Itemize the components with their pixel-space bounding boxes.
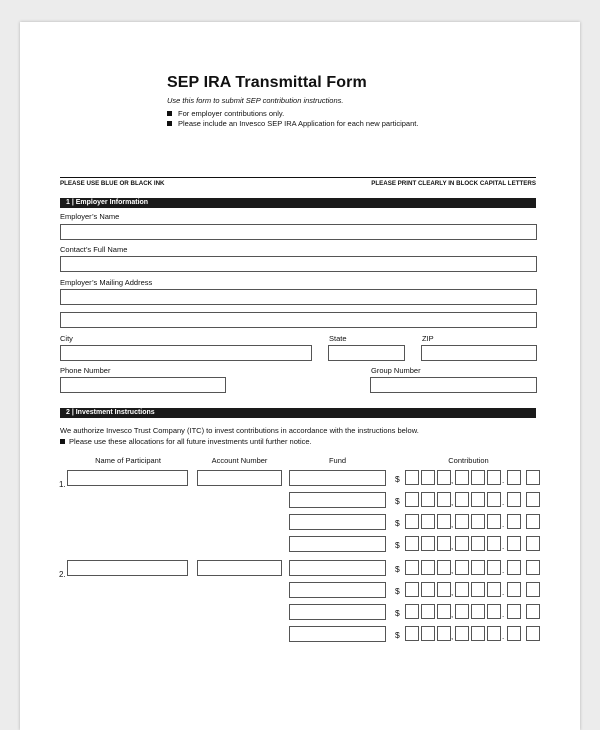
fund-field[interactable] [289,470,386,486]
contribution-digit-box[interactable] [421,604,435,619]
contribution-digit-box[interactable] [437,470,454,485]
decimal-point: . [502,542,505,551]
zip-field[interactable] [421,345,537,361]
contribution-digit-box[interactable] [421,514,435,529]
bullet-square-icon [167,111,172,116]
thousands-comma: , [451,632,454,641]
dollar-sign: $ [395,608,400,618]
zip-label: ZIP [422,334,434,343]
contribution-digit-box[interactable] [455,604,469,619]
contribution-digit-box[interactable] [455,514,469,529]
dollar-sign: $ [395,474,400,484]
contribution-digit-box[interactable] [471,514,485,529]
contribution-digit-box[interactable] [471,626,485,641]
contribution-digit-box[interactable] [455,560,469,575]
contribution-digit-box[interactable] [507,514,521,529]
bullet-square-icon [60,439,65,444]
contribution-digit-box[interactable] [405,536,419,551]
contribution-digit-box[interactable] [437,626,454,641]
fund-field[interactable] [289,582,386,598]
contribution-digit-box[interactable] [421,470,435,485]
bullet-square-icon [167,121,172,126]
contribution-digit-box[interactable] [471,470,485,485]
fund-field[interactable] [289,492,386,508]
thousands-comma: , [451,566,454,575]
contribution-digit-box[interactable] [471,560,485,575]
employer-name-label: Employer’s Name [60,212,120,221]
contribution-digit-box[interactable] [507,582,521,597]
contribution-digit-box[interactable] [487,536,501,551]
contribution-digit-box[interactable] [487,626,501,641]
fund-field[interactable] [289,626,386,642]
contribution-digit-box[interactable] [507,470,521,485]
city-field[interactable] [60,345,312,361]
bullet-text: For employer contributions only. [178,109,285,118]
contribution-digit-box[interactable] [526,536,540,551]
ink-note: PLEASE USE BLUE OR BLACK INK [60,180,165,187]
form-title: SEP IRA Transmittal Form [167,74,367,91]
contribution-digit-box[interactable] [487,492,501,507]
contribution-digit-box[interactable] [487,604,501,619]
decimal-point: . [502,498,505,507]
column-header-contribution: Contribution [448,456,489,465]
employer-name-field[interactable] [60,224,537,240]
contribution-digit-box[interactable] [455,470,469,485]
contribution-digit-box[interactable] [421,560,435,575]
contribution-digit-box[interactable] [487,582,501,597]
contribution-digit-box[interactable] [487,514,501,529]
bullet-include-application [167,119,418,128]
contribution-digit-box[interactable] [487,560,501,575]
contribution-digit-box[interactable] [526,470,540,485]
contribution-digit-box[interactable] [471,536,485,551]
contribution-digit-box[interactable] [507,604,521,619]
contribution-digit-box[interactable] [507,626,521,641]
section-employer-information-header: 1 | Employer Information [60,198,536,208]
contribution-digit-box[interactable] [421,536,435,551]
mailing-address-line1-field[interactable] [60,289,537,305]
contribution-digit-box[interactable] [455,536,469,551]
decimal-point: . [502,610,505,619]
thousands-comma: , [451,542,454,551]
participant-row-number: 1. [59,480,66,489]
contribution-digit-box[interactable] [507,560,521,575]
mailing-address-line2-field[interactable] [60,312,537,328]
contact-name-label: Contact’s Full Name [60,245,128,254]
state-label: State [329,334,347,343]
contribution-digit-box[interactable] [437,536,454,551]
thousands-comma: , [451,476,454,485]
contribution-digit-box[interactable] [507,536,521,551]
dollar-sign: $ [395,540,400,550]
participant-name-field[interactable] [67,560,188,576]
fund-field[interactable] [289,604,386,620]
state-field[interactable] [328,345,405,361]
dollar-sign: $ [395,496,400,506]
decimal-point: . [502,520,505,529]
dollar-sign: $ [395,586,400,596]
dollar-sign: $ [395,518,400,528]
contribution-digit-box[interactable] [471,604,485,619]
allocation-text: Please use these allocations for all future investments until further notice. [69,437,312,446]
decimal-point: . [502,476,505,485]
contribution-digit-box[interactable] [455,626,469,641]
dollar-sign: $ [395,564,400,574]
contribution-digit-box[interactable] [526,626,540,641]
account-number-field[interactable] [197,560,282,576]
contribution-digit-box[interactable] [421,582,435,597]
allocation-note [60,437,312,446]
group-number-label: Group Number [371,366,421,375]
contribution-digit-box[interactable] [526,514,540,529]
contribution-digit-box[interactable] [405,626,419,641]
contribution-digit-box[interactable] [455,492,469,507]
account-number-field[interactable] [197,470,282,486]
contribution-digit-box[interactable] [487,470,501,485]
contribution-digit-box[interactable] [421,626,435,641]
decimal-point: . [502,566,505,575]
contribution-digit-box[interactable] [405,470,419,485]
form-page [20,22,580,730]
contribution-digit-box[interactable] [437,604,454,619]
contribution-digit-box[interactable] [471,582,485,597]
authorize-text: We authorize Invesco Trust Company (ITC) to invest contributions in accordance with the instructions below. [60,426,419,435]
column-header-account: Account Number [211,456,268,465]
contribution-digit-box[interactable] [405,582,419,597]
contribution-digit-box[interactable] [421,492,435,507]
section-investment-instructions-header: 2 | Investment Instructions [60,408,536,418]
thousands-comma: , [451,498,454,507]
contribution-digit-box[interactable] [437,492,454,507]
decimal-point: . [502,588,505,597]
contribution-digit-box[interactable] [405,560,419,575]
contribution-digit-box[interactable] [526,560,540,575]
header-divider [60,177,536,178]
contribution-digit-box[interactable] [405,492,419,507]
contribution-digit-box[interactable] [526,582,540,597]
dollar-sign: $ [395,630,400,640]
contribution-digit-box[interactable] [405,604,419,619]
participant-row-number: 2. [59,570,66,579]
thousands-comma: , [451,588,454,597]
contribution-digit-box[interactable] [437,514,454,529]
contribution-digit-box[interactable] [471,492,485,507]
mailing-address-label: Employer’s Mailing Address [60,278,153,287]
column-header-fund: Fund [328,456,347,465]
decimal-point: . [502,632,505,641]
fund-field[interactable] [289,560,386,576]
contribution-digit-box[interactable] [507,492,521,507]
column-header-participant: Name of Participant [95,456,161,465]
contribution-digit-box[interactable] [526,492,540,507]
contact-name-field[interactable] [60,256,537,272]
fund-field[interactable] [289,536,386,552]
city-label: City [60,334,73,343]
phone-label: Phone Number [60,366,111,375]
participant-name-field[interactable] [67,470,188,486]
thousands-comma: , [451,610,454,619]
fund-field[interactable] [289,514,386,530]
contribution-digit-box[interactable] [437,582,454,597]
phone-field[interactable] [60,377,226,393]
bullet-employer-only [167,109,284,118]
contribution-digit-box[interactable] [437,560,454,575]
group-number-field[interactable] [370,377,537,393]
form-subtitle: Use this form to submit SEP contribution instructions. [167,96,344,105]
contribution-digit-box[interactable] [455,582,469,597]
print-note: PLEASE PRINT CLEARLY IN BLOCK CAPITAL LETTERS [371,180,536,187]
bullet-text: Please include an Invesco SEP IRA Application for each new participant. [178,119,419,128]
contribution-digit-box[interactable] [526,604,540,619]
contribution-digit-box[interactable] [405,514,419,529]
thousands-comma: , [451,520,454,529]
